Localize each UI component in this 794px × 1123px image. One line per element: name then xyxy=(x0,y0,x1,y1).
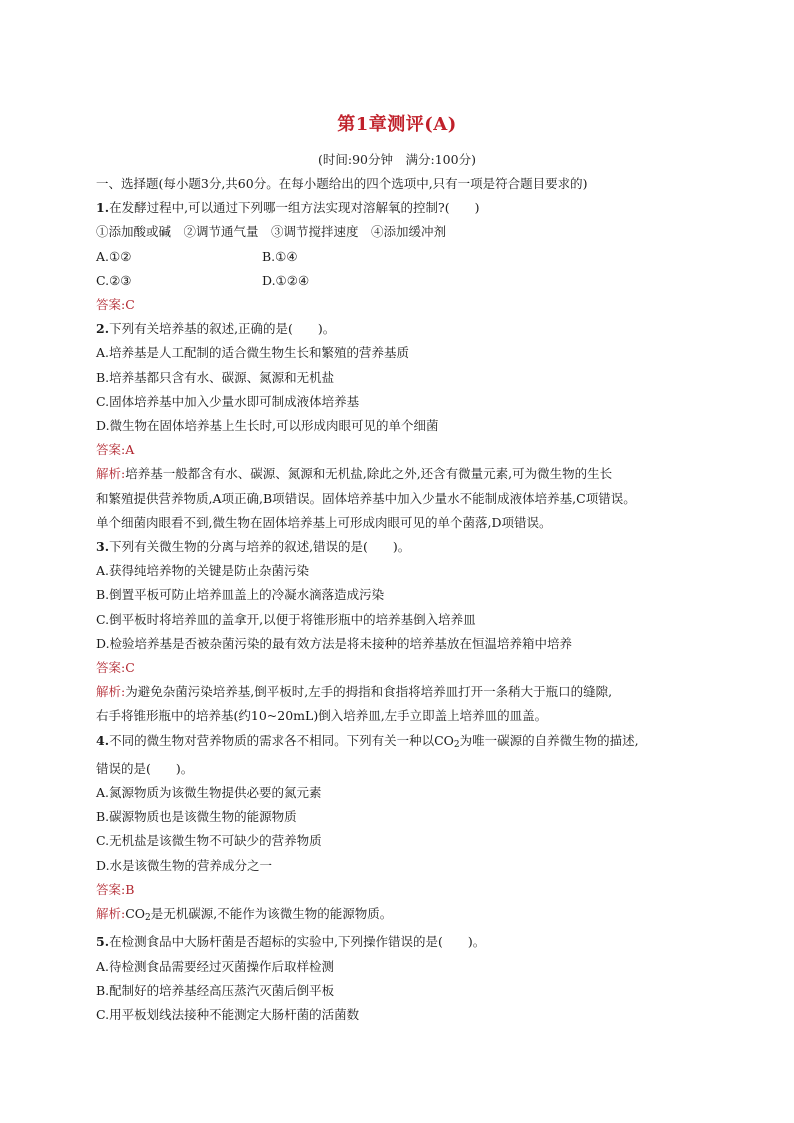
question-number: 2. xyxy=(96,321,110,337)
question-3-answer: 答案:C xyxy=(96,660,135,676)
question-number: 5. xyxy=(96,934,110,950)
question-1-options-row-1 xyxy=(96,245,716,269)
question-4-analysis xyxy=(96,902,716,930)
analysis-text: 培养基一般都含有水、碳源、氮源和无机盐,除此之外,还含有微量元素,可为微生物的生长 xyxy=(125,466,613,482)
question-number: 4. xyxy=(96,732,110,748)
analysis-label: 解析: xyxy=(96,906,126,922)
question-text: 不同的微生物对营养物质的需求各不相同。下列有关一种以CO xyxy=(109,732,454,748)
question-4-answer: 答案:B xyxy=(96,881,135,897)
question-3-analysis-line-1 xyxy=(96,680,716,704)
question-2-analysis-line-3: 单个细菌肉眼看不到,微生物在固体培养基上可形成肉眼可见的单个菌落,D项错误。 xyxy=(96,514,552,530)
option-b: B.碳源物质也是该微生物的能源物质 xyxy=(96,809,297,825)
option-a: A.氮源物质为该微生物提供必要的氮元素 xyxy=(96,785,322,801)
analysis-text: CO xyxy=(125,906,146,922)
question-2-analysis-line-2: 和繁殖提供营养物质,A项正确,B项错误。固体培养基中加入少量水不能制成液体培养基,C项错误。 xyxy=(96,490,636,506)
exam-time-score: (时间:90分钟 满分:100分) xyxy=(318,152,476,167)
option-b: B.倒置平板可防止培养皿盖上的冷凝水滴落造成污染 xyxy=(96,587,385,603)
option-d: D.微生物在固体培养基上生长时,可以形成肉眼可见的单个细菌 xyxy=(96,418,439,434)
question-4-stem-line-2: 错误的是( )。 xyxy=(96,760,194,776)
question-text: 下列有关培养基的叙述,正确的是( )。 xyxy=(109,321,336,337)
option-a: A.培养基是人工配制的适合微生物生长和繁殖的营养基质 xyxy=(96,345,410,361)
section-heading: 一、选择题(每小题3分,共60分。在每小题给出的四个选项中,只有一项是符合题目要求的) xyxy=(96,176,588,191)
option-a: A.获得纯培养物的关键是防止杂菌污染 xyxy=(96,563,310,579)
question-1-options-row-2 xyxy=(96,269,716,293)
subscript: 2 xyxy=(145,913,151,924)
question-3-analysis-line-2: 右手将锥形瓶中的培养基(约10~20mL)倒入培养皿,左手立即盖上培养皿的皿盖。 xyxy=(96,708,548,724)
analysis-label: 解析: xyxy=(96,466,126,482)
option-b: B.配制好的培养基经高压蒸汽灭菌后倒平板 xyxy=(96,982,335,998)
option-b: B.培养基都只含有水、碳源、氮源和无机盐 xyxy=(96,369,335,385)
question-number: 1. xyxy=(96,200,110,216)
option-c: C.无机盐是该微生物不可缺少的营养物质 xyxy=(96,833,322,849)
question-text: 在检测食品中大肠杆菌是否超标的实验中,下列操作错误的是( )。 xyxy=(109,934,486,950)
analysis-text: 为避免杂菌污染培养基,倒平板时,左手的拇指和食指将培养皿打开一条稍大于瓶口的缝隙, xyxy=(125,684,613,700)
question-3-stem xyxy=(96,535,716,559)
option-c: C.固体培养基中加入少量水即可制成液体培养基 xyxy=(96,393,360,409)
question-content xyxy=(96,172,716,1027)
option-d: D.①②④ xyxy=(262,272,310,288)
question-1-answer: 答案:C xyxy=(96,297,135,313)
analysis-text-cont: 是无机碳源,不能作为该微生物的能源物质。 xyxy=(150,906,393,922)
question-text: 下列有关微生物的分离与培养的叙述,错误的是( )。 xyxy=(109,539,411,555)
subscript: 2 xyxy=(453,739,460,750)
question-1-methods: ①添加酸或碱 ②调节通气量 ③调节搅拌速度 ④添加缓冲剂 xyxy=(96,224,447,240)
question-5-stem xyxy=(96,930,716,954)
option-c: C.用平板划线法接种不能测定大肠杆菌的活菌数 xyxy=(96,1006,360,1022)
page-title: 第1章测评(A) xyxy=(337,114,457,135)
question-2-analysis-line-1 xyxy=(96,462,716,486)
option-c: C.倒平板时将培养皿的盖拿开,以便于将锥形瓶中的培养基倒入培养皿 xyxy=(96,611,476,627)
option-a: A.①② xyxy=(96,248,132,264)
question-text-cont: 为唯一碳源的自养微生物的描述, xyxy=(459,732,639,748)
option-d: D.水是该微生物的营养成分之一 xyxy=(96,857,273,873)
option-c: C.②③ xyxy=(96,272,132,288)
question-text: 在发酵过程中,可以通过下列哪一组方法实现对溶解氧的控制?( ) xyxy=(109,200,480,216)
question-2-answer: 答案:A xyxy=(96,442,135,458)
option-b: B.①④ xyxy=(262,248,298,264)
option-a: A.待检测食品需要经过灭菌操作后取样检测 xyxy=(96,958,335,974)
analysis-label: 解析: xyxy=(96,684,126,700)
option-d: D.检验培养基是否被杂菌污染的最有效方法是将未接种的培养基放在恒温培养箱中培养 xyxy=(96,635,573,651)
question-4-stem xyxy=(96,729,716,757)
question-2-stem xyxy=(96,317,716,341)
question-1-stem xyxy=(96,196,716,220)
question-number: 3. xyxy=(96,539,110,555)
